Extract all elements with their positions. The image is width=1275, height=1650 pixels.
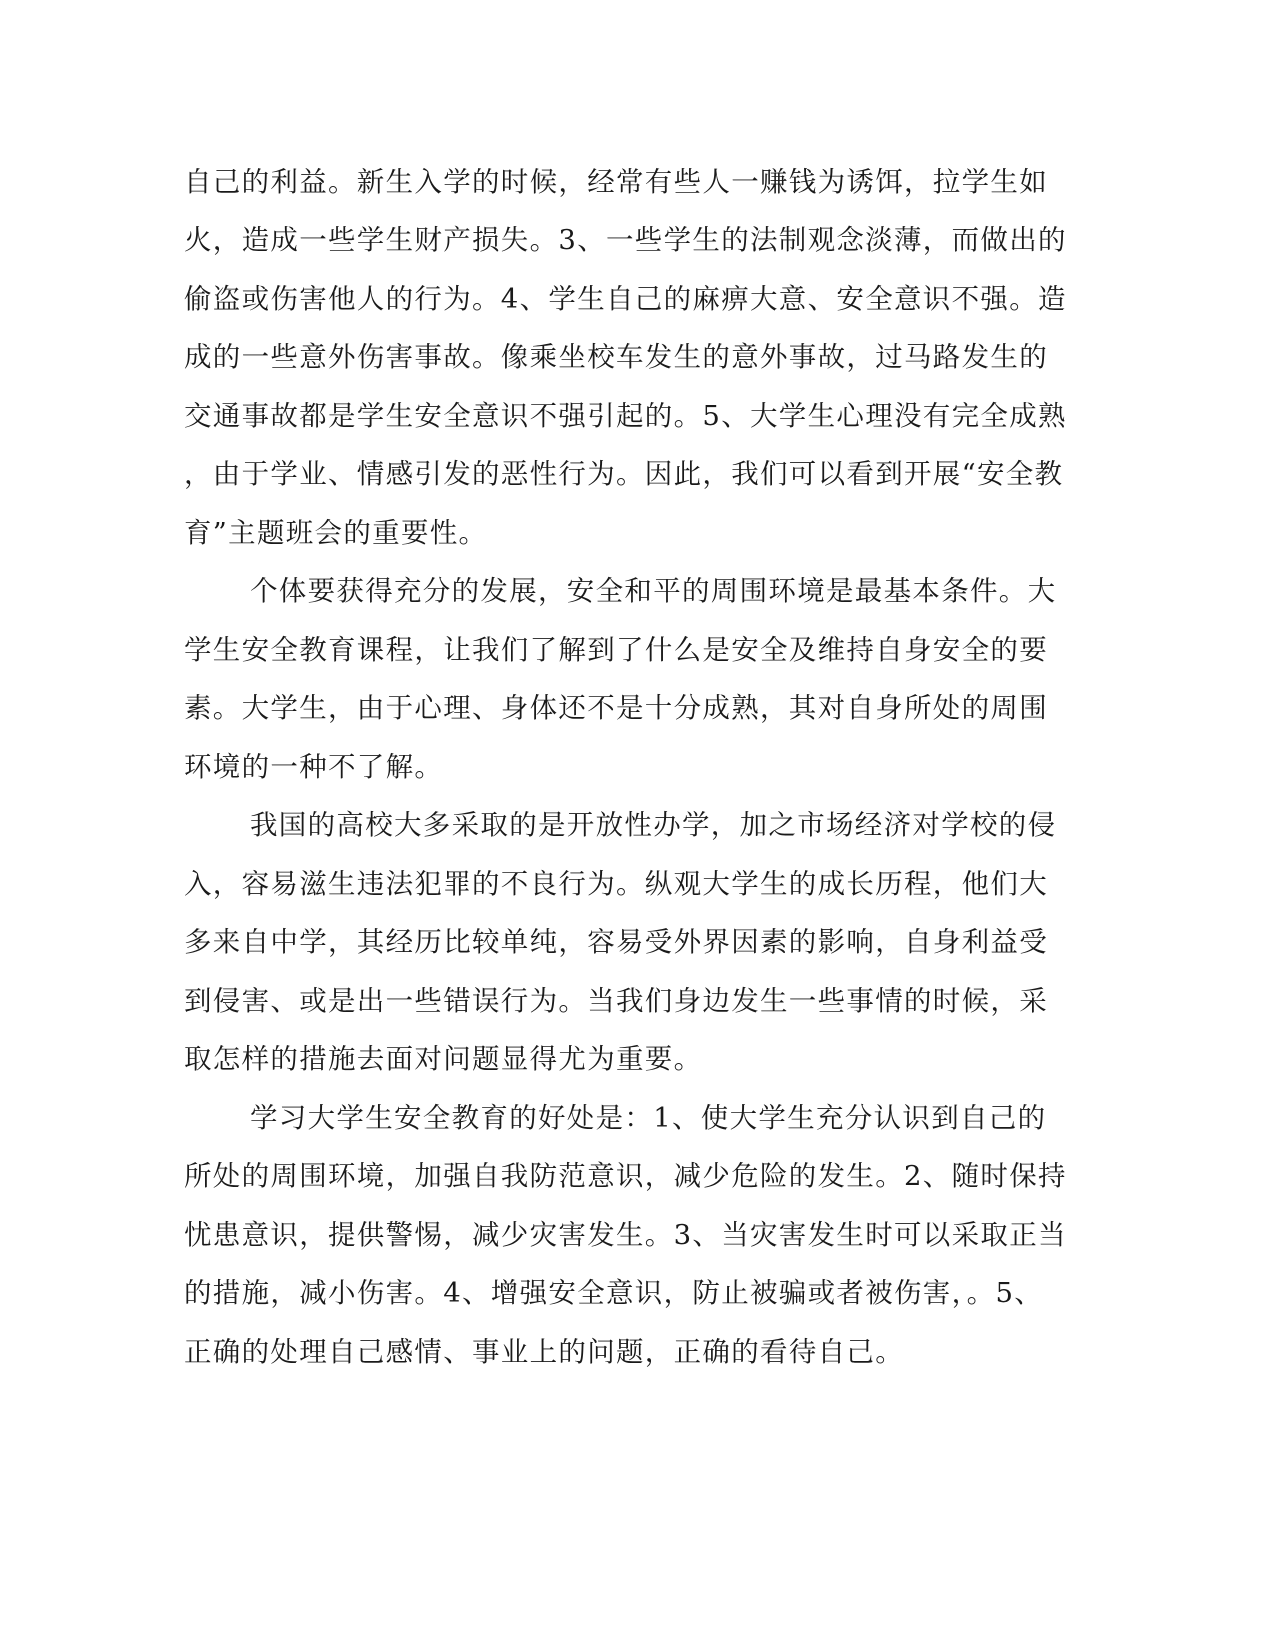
text-line: 我国的高校大多采取的是开放性办学，加之市场经济对学校的侵 [250, 809, 1057, 841]
text-line: 自己的利益。新生入学的时候，经常有些人一赚钱为诱饵，拉学生如 [184, 166, 1048, 198]
text-line: 环境的一种不了解。 [184, 751, 444, 783]
text-line: 成的一些意外伤害事故。像乘坐校车发生的意外事故，过马路发生的 [184, 341, 1048, 373]
text-line: 育”主题班会的重要性。 [184, 517, 488, 549]
text-line: 多来自中学，其经历比较单纯，容易受外界因素的影响，自身利益受 [184, 926, 1048, 958]
text-line: 到侵害、或是出一些错误行为。当我们身边发生一些事情的时候，采 [184, 985, 1048, 1017]
text-line: 偷盗或伤害他人的行为。4、学生自己的麻痹大意、安全意识不强。造 [184, 283, 1067, 315]
text-line: 素。大学生，由于心理、身体还不是十分成熟，其对自身所处的周围 [184, 692, 1048, 724]
text-line: 学生安全教育课程，让我们了解到了什么是安全及维持自身安全的要 [184, 634, 1048, 666]
text-line: 的措施，减小伤害。4、增强安全意识，防止被骗或者被伤害，。5、 [184, 1277, 1044, 1309]
text-line: 取怎样的措施去面对问题显得尤为重要。 [184, 1043, 703, 1075]
text-line: 正确的处理自己感情、事业上的问题，正确的看待自己。 [184, 1336, 904, 1368]
text-line: 个体要获得充分的发展，安全和平的周围环境是最基本条件。大 [250, 575, 1057, 607]
text-line: 交通事故都是学生安全意识不强引起的。5、大学生心理没有完全成熟 [184, 400, 1067, 432]
text-line: 入，容易滋生违法犯罪的不良行为。纵观大学生的成长历程，他们大 [184, 868, 1048, 900]
text-line: ，由于学业、情感引发的恶性行为。因此，我们可以看到开展“安全教 [184, 458, 1064, 490]
text-line: 火，造成一些学生财产损失。3、一些学生的法制观念淡薄，而做出的 [184, 224, 1067, 256]
text-line: 学习大学生安全教育的好处是：1、使大学生充分认识到自己的 [250, 1102, 1047, 1134]
text-line: 忧患意识，提供警惕，减少灾害发生。3、当灾害发生时可以采取正当 [184, 1219, 1067, 1251]
text-line: 所处的周围环境，加强自我防范意识，减少危险的发生。2、随时保持 [184, 1160, 1067, 1192]
